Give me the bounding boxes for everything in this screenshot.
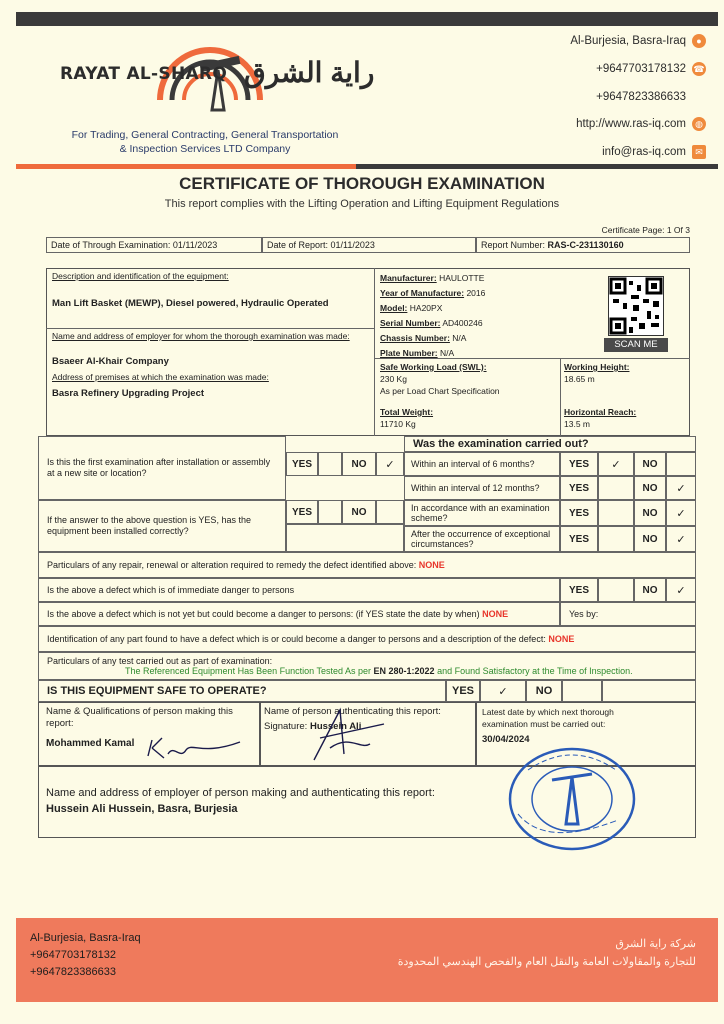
premises-value: Basra Refinery Upgrading Project xyxy=(52,388,205,399)
i3-no-check[interactable]: ✓ xyxy=(666,500,696,526)
contact-phone-1: +9647703178132 ☎ xyxy=(596,63,705,75)
equipment-specs: Manufacturer: HAULOTTE Year of Manufacture: 2016 Model: HA20PX Serial Number: AD400246 Chassis Number: N/A Plate Number: N/A xyxy=(380,273,486,358)
q2-no[interactable]: NO xyxy=(342,500,376,524)
employer-label-final: Name and address of employer of person making and authenticating this report: xyxy=(46,787,435,799)
globe-icon: ◍ xyxy=(692,117,706,131)
maker-value: Mohammed Kamal xyxy=(46,738,135,749)
authenticator-signature-row: Signature: Hussein Ali xyxy=(264,721,362,732)
swl-block: Safe Working Load (SWL): 230 Kg As per Load Chart Specification xyxy=(380,362,500,396)
safe-question: IS THIS EQUIPMENT SAFE TO OPERATE? xyxy=(38,680,446,702)
question-first-exam: Is this the first examination after installation or assembly at a new site or location? xyxy=(38,436,286,500)
company-name-ar: راية الشرق xyxy=(244,57,375,88)
footer-contact: Al-Burjesia, Basra-Iraq +9647703178132 +9647823386633 xyxy=(30,932,141,978)
premises-label: Address of premises at which the examination was made: xyxy=(52,372,269,382)
i1-yes[interactable]: YES xyxy=(560,452,598,476)
contact-email: info@ras-iq.com ✉ xyxy=(602,145,706,159)
safe-spacer xyxy=(602,680,696,702)
i4-no-check[interactable]: ✓ xyxy=(666,526,696,552)
description-label: Description and identification of the equipment: xyxy=(52,271,229,281)
immediate-no[interactable]: NO xyxy=(634,578,666,602)
i4-no[interactable]: NO xyxy=(634,526,666,552)
i4-yes-box[interactable] xyxy=(598,526,634,552)
company-stamp xyxy=(506,744,638,854)
immediate-yes-box[interactable] xyxy=(598,578,634,602)
q2-yes[interactable]: YES xyxy=(286,500,318,524)
immediate-danger: Is the above a defect which is of immediate danger to persons xyxy=(38,578,560,602)
maker-label: Name & Qualifications of person making this report: xyxy=(46,706,233,729)
footer-company-ar: شركة راية الشرق للتجارة والمقاولات العامة والنقل العام والفحص الهندسي المحدودة xyxy=(397,938,696,968)
contact-phone-2: +9647823386633 xyxy=(596,90,706,104)
next-exam-date: 30/04/2024 xyxy=(482,734,530,745)
i2-no[interactable]: NO xyxy=(634,476,666,500)
header-divider-dark xyxy=(356,164,718,169)
i1-yes-check[interactable]: ✓ xyxy=(598,452,634,476)
q2-yes-box[interactable] xyxy=(318,500,342,524)
i2-yes[interactable]: YES xyxy=(560,476,598,500)
repair-row: Particulars of any repair, renewal or alteration required to remedy the defect identified above: NONE xyxy=(38,552,696,578)
immediate-no-check[interactable]: ✓ xyxy=(666,578,696,602)
carried-out-heading: Was the examination carried out? xyxy=(404,436,696,452)
identification-row: Identification of any part found to have a defect which is or could become a danger to persons and a description of the defect: NONE xyxy=(38,626,696,652)
scan-me-label: SCAN ME xyxy=(604,338,668,352)
top-bar xyxy=(16,12,718,26)
immediate-yes[interactable]: YES xyxy=(560,578,598,602)
q1-yes[interactable]: YES xyxy=(286,452,318,476)
safe-yes-check[interactable]: ✓ xyxy=(480,680,526,702)
q1-yes-box[interactable] xyxy=(318,452,342,476)
weight-block: Total Weight: 11710 Kg xyxy=(380,407,434,429)
contact-website: http://www.ras-iq.com ◍ xyxy=(576,117,706,131)
q2-spacer xyxy=(286,524,404,552)
reach-block: Horizontal Reach: 13.5 m xyxy=(564,407,637,429)
employer-value-final: Hussein Ali Hussein, Basra, Burjesia xyxy=(46,803,238,815)
safe-no[interactable]: NO xyxy=(526,680,562,702)
authenticator-label: Name of person authenticating this report: xyxy=(264,706,441,717)
yes-by: Yes by: xyxy=(560,602,696,626)
report-date: Date of Report: 01/11/2023 xyxy=(262,237,476,253)
safe-no-box[interactable] xyxy=(562,680,602,702)
examination-scheme: In accordance with an examination scheme? xyxy=(404,500,560,526)
exam-date: Date of Through Examination: 01/11/2023 xyxy=(46,237,262,253)
company-tagline: For Trading, General Contracting, General Transportation & Inspection Services LTD Company xyxy=(71,129,339,155)
i1-no-box[interactable] xyxy=(666,452,696,476)
employer-label: Name and address of employer for whom the thorough examination was made: xyxy=(52,331,350,341)
q1-no[interactable]: NO xyxy=(342,452,376,476)
mail-icon: ✉ xyxy=(692,145,706,159)
spacer-icon xyxy=(692,90,706,104)
height-block: Working Height: 18.65 m xyxy=(564,362,630,384)
authenticator-signature xyxy=(300,704,390,766)
i2-yes-box[interactable] xyxy=(598,476,634,500)
exceptional-circumstances: After the occurrence of exceptional circumstances? xyxy=(404,526,560,552)
certificate-subtitle: This report complies with the Lifting Operation and Lifting Equipment Regulations xyxy=(164,198,560,210)
future-danger: Is the above a defect which is not yet but could become a danger to persons: (if YES state the date by when) NONE xyxy=(38,602,560,626)
phone-icon: ☎ xyxy=(692,62,706,76)
question-installed-correctly: If the answer to the above question is YES, has the equipment been installed correctly? xyxy=(38,500,286,552)
certificate-title: CERTIFICATE OF THOROUGH EXAMINATION xyxy=(179,174,545,193)
company-name-en: RAYAT AL-SHARQ xyxy=(60,64,228,84)
employer-value: Bsaeer Al-Khair Company xyxy=(52,356,169,367)
description-value: Man Lift Basket (MEWP), Diesel powered, Hydraulic Operated xyxy=(52,298,329,309)
contact-address: Al-Burjesia, Basra-Iraq ● xyxy=(570,34,706,48)
interval-12-months: Within an interval of 12 months? xyxy=(404,476,560,500)
i1-no[interactable]: NO xyxy=(634,452,666,476)
q1-no-check[interactable]: ✓ xyxy=(376,452,404,476)
i4-yes[interactable]: YES xyxy=(560,526,598,552)
qr-code[interactable] xyxy=(608,276,664,336)
q2-no-box[interactable] xyxy=(376,500,404,524)
i2-no-check[interactable]: ✓ xyxy=(666,476,696,500)
interval-6-months: Within an interval of 6 months? xyxy=(404,452,560,476)
maker-signature xyxy=(140,736,250,764)
i3-yes-box[interactable] xyxy=(598,500,634,526)
report-number: Report Number: RAS-C-231130160 xyxy=(476,237,690,253)
safe-yes[interactable]: YES xyxy=(446,680,480,702)
test-particulars: Particulars of any test carried out as part of examination: The Referenced Equipment Has Been Function Tested As per EN 280-1:2022 and Found Satisfactory at the Time of Inspection. xyxy=(38,652,696,680)
certificate-page: Certificate Page: 1 Of 3 xyxy=(601,225,690,235)
i3-yes[interactable]: YES xyxy=(560,500,598,526)
next-exam-label: Latest date by which next thorough examination must be carried out: xyxy=(482,707,614,729)
header-divider-orange xyxy=(16,164,356,169)
i3-no[interactable]: NO xyxy=(634,500,666,526)
location-icon: ● xyxy=(692,34,706,48)
